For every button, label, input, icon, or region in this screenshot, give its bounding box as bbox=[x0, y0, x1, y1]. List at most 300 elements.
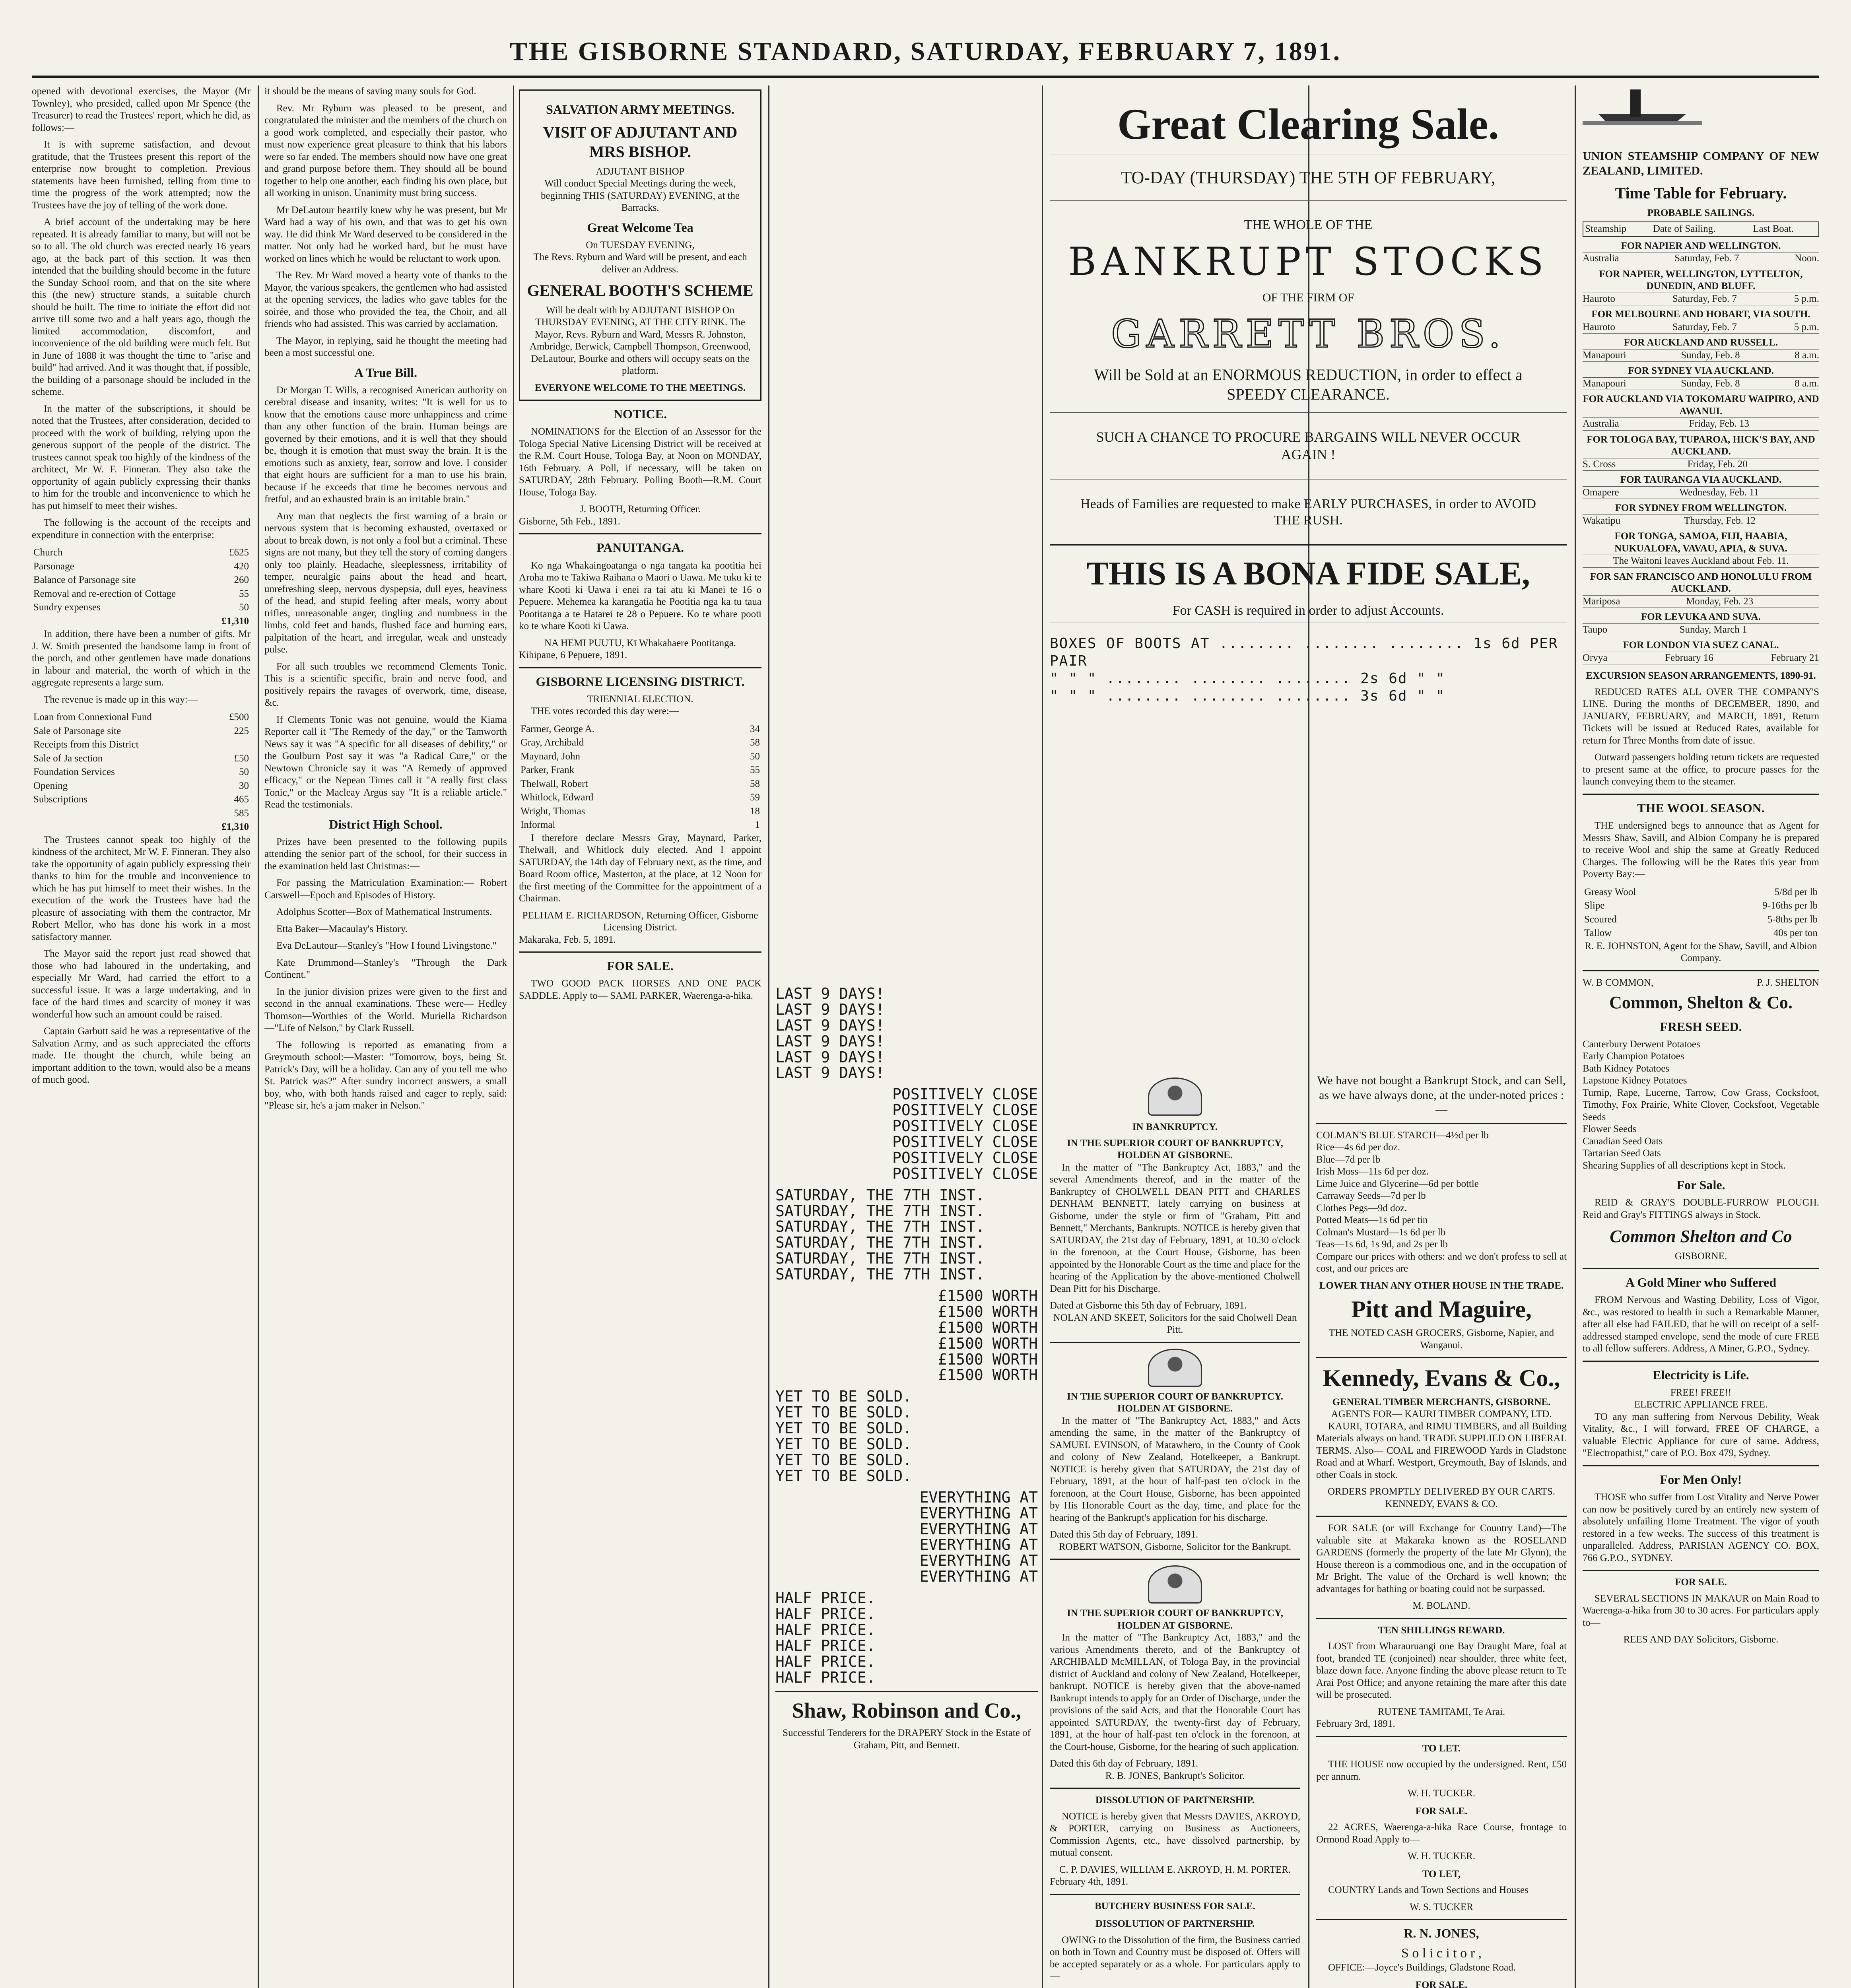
table-row bbox=[32, 601, 251, 615]
clearing-sale-ad bbox=[1050, 85, 1567, 1072]
dissolution-body: OWING to the Dissolution of the firm, the Business carried on both in Town and Country must be disposed of. Offers will be accepted separately or as a whole. For particulars apply to— bbox=[1050, 1934, 1300, 1982]
sailing-route bbox=[1583, 365, 1819, 390]
table-cell bbox=[32, 615, 213, 629]
district-school-heading: District High School. bbox=[329, 817, 443, 831]
table-cell: Thelwall, Robert bbox=[521, 778, 588, 789]
table-cell: 9-16ths per lb bbox=[1762, 900, 1818, 911]
route-destination: FOR SAN FRANCISCO AND HONOLULU FROM AUCKLAND. bbox=[1590, 571, 1812, 594]
yet-sold-line: YET TO BE SOLD. bbox=[775, 1435, 912, 1453]
steamship-icon bbox=[1583, 85, 1702, 145]
jones-sub: S o l i c i t o r , bbox=[1401, 1946, 1482, 1961]
coat-of-arms-icon bbox=[1148, 1349, 1202, 1387]
visit-heading: VISIT OF ADJUTANT AND MRS BISHOP. bbox=[543, 123, 738, 161]
article-paragraph: Prizes have been presented to the following pupils attending the senior part of the school, for their success in the examination held last Christmas:— bbox=[264, 836, 507, 872]
to-let-sign: W. H. TUCKER. bbox=[1407, 1788, 1476, 1799]
table-row bbox=[32, 615, 251, 629]
court-heading: IN THE SUPERIOR COURT OF BANKRUPTCY, HOLDEN AT GISBORNE. bbox=[1067, 1608, 1283, 1631]
bankrupt-stocks-banner: BANKRUPT STOCKS bbox=[1068, 239, 1548, 284]
route-destination: FOR LEVUKA AND SUVA. bbox=[1641, 612, 1761, 623]
route-date: Saturday, Feb. 7 bbox=[1672, 321, 1737, 332]
lower-text: LOWER THAN ANY OTHER HOUSE IN THE TRADE. bbox=[1319, 1280, 1564, 1291]
article-paragraph: The following is the account of the receipts and expenditure in connection with the enterprise: bbox=[32, 517, 251, 540]
table-cell: 50 bbox=[239, 602, 249, 613]
visit-body: Will conduct Special Meetings during the week, beginning THIS (SATURDAY) EVENING, at the Barracks. bbox=[541, 178, 740, 214]
seed-item: Early Champion Potatoes bbox=[1583, 1051, 1684, 1062]
bankruptcy-body: In the matter of "The Bankruptcy Act, 1883," and Acts amending the same, in the matter of the Bankruptcy of SAMUEL EVINSON, of Matawhero, in the County of Cook and colony of New Zealand, Hotelkeeper, a Bankrupt. NOTICE is hereby given that SATURDAY, the 21st day of February, 1891, at the hour of half-past ten o'clock in the forenoon, at the Court House, Gisborne, has been appointed by His Honorable Court as the day, time, and place for the hearing of the Bankrupt's application for his discharge. bbox=[1050, 1415, 1300, 1523]
notice-body: NOMINATIONS for the Election of an Assessor for the Tologa Special Native Licensing District will be received at the R.M. Court House, Tologa Bay, at Noon on MONDAY, 16th February. A Poll, if necessary, will be taken on SATURDAY, 28th February. Polling Booth—R.M. Court House, Tologa Bay. bbox=[519, 426, 761, 498]
route-ship: Hauroto bbox=[1583, 293, 1615, 304]
for-sale-body: REID & GRAY'S DOUBLE-FURROW PLOUGH. Reid and Gray's FITTINGS always in Stock. bbox=[1583, 1197, 1819, 1220]
divider bbox=[1050, 1342, 1300, 1343]
table-cell: Parsonage bbox=[33, 561, 74, 572]
yet-sold-line: YET TO BE SOLD. bbox=[775, 1467, 912, 1485]
column-2 bbox=[264, 85, 507, 1988]
route-boat: Noon. bbox=[1795, 253, 1819, 264]
kennedy-heading: Kennedy, Evans & Co., bbox=[1323, 1365, 1560, 1392]
excursion-body: REDUCED RATES ALL OVER THE COMPANY'S LINE. During the months of DECEMBER, 1890, and JANUARY, FEBRUARY, and MARCH, 1891, Return Tickets will be issued at Reduced Rates, available for return for Three Months from date of issue. bbox=[1583, 686, 1819, 746]
fresh-seed-heading: FRESH SEED. bbox=[1660, 1019, 1742, 1034]
column-rule bbox=[768, 85, 769, 1988]
table-row bbox=[519, 736, 761, 750]
divider bbox=[519, 951, 761, 953]
table-cell: 59 bbox=[750, 792, 760, 803]
divider bbox=[1583, 1570, 1819, 1571]
worth-line: £1500 WORTH bbox=[938, 1366, 1038, 1384]
route-ship: Omapere bbox=[1583, 487, 1619, 498]
kennedy-body: KAURI, TOTARA, and RIMU TIMBERS, and all Building Materials always on hand. TRADE SUPPLIED ON LIBERAL TERMS. Also— COAL and FIREWOOD Yards in Gladstone Road and at Wharf. Westport, Greymouth, Bay of Islands, and other Coals in stock. bbox=[1316, 1421, 1567, 1480]
table-row bbox=[519, 791, 761, 805]
article-paragraph: The Mayor, in replying, said he thought the meeting had been a most successful one. bbox=[264, 335, 507, 358]
electricity-body: TO any man suffering from Nervous Debility, Weak Vitality, &c., I will forward, FREE OF CHARGE, a valuable Electric Appliance for cure of same. Address, "Electropathist," care of P.O. Box 479, Sydney. bbox=[1583, 1411, 1819, 1459]
seed-item: Turnip, Rape, Lucerne, Tarrow, Cow Grass, Cocksfoot, Timothy, Fox Prairie, White Clover, Cocksfoot, Vegetable Seeds bbox=[1583, 1087, 1819, 1122]
men-only-body: THOSE who suffer from Lost Vitality and Nerve Power can now be positively cured by an entirely new system of absolutely unfailing Home Treatment. The vigor of youth restored in a few weeks. The success of this treatment is unparalleled. Address, PARISIAN AGENCY CO. BOX, 766 G.P.O., SYDNEY. bbox=[1583, 1492, 1819, 1563]
everything-line: EVERYTHING AT bbox=[919, 1536, 1038, 1554]
sailing-route bbox=[1583, 434, 1819, 471]
route-ship: Wakatipu bbox=[1583, 515, 1621, 526]
bankruptcy-date: Dated this 6th day of February, 1891. bbox=[1050, 1758, 1198, 1769]
table-cell: Subscriptions bbox=[33, 794, 88, 805]
column-3 bbox=[519, 85, 761, 1988]
no-bankrupt-intro: We have not bought a Bankrupt Stock, and can Sell, as we have always done, at the under-noted prices :— bbox=[1317, 1074, 1566, 1116]
expenditure-table bbox=[32, 546, 251, 628]
sailing-route bbox=[1583, 639, 1819, 664]
common-name: W. B COMMON, bbox=[1583, 977, 1654, 988]
timetable-heading: Time Table for February. bbox=[1615, 184, 1787, 202]
to-let-body: THE HOUSE now occupied by the undersigned. Rent, £50 per annum. bbox=[1316, 1759, 1567, 1782]
last-days-line: LAST 9 DAYS! bbox=[775, 1064, 885, 1082]
table-cell: Wright, Thomas bbox=[521, 806, 585, 817]
pitt-maguire-heading: Pitt and Maguire, bbox=[1351, 1296, 1532, 1323]
seed-list bbox=[1583, 1039, 1819, 1160]
divider bbox=[1316, 1736, 1567, 1737]
saturday-line: SATURDAY, THE 7TH INST. bbox=[775, 1266, 985, 1283]
route-destination: FOR TONGA, SAMOA, FIJI, HAABIA, NUKUALOFA, VAVAU, APIA, & SUVA. bbox=[1614, 531, 1787, 554]
table-cell: 30 bbox=[239, 780, 249, 791]
route-row bbox=[1583, 377, 1819, 390]
bankruptcy-body: In the matter of "The Bankruptcy Act, 1883," and the several Amendments thereof, and in the matter of the Bankruptcy of CHOLWELL DEAN PITT and CHARLES DENHAM BENNETT, lately carrying on business at Gisborne, under the style or firm of "Graham, Pitt and Bennett," Merchants, Bankrupts. NOTICE is hereby given that SATURDAY, the 21st day of February, 1891, at 10.30 o'clock in the forenoon, at the Court House, Gisborne, has been appointed by the Honorable Court as the time and place for the hearing of the Application by the above-mentioned Cholwell Dean Pitt for his Discharge. bbox=[1050, 1162, 1300, 1294]
route-ship: Hauroto bbox=[1583, 321, 1615, 332]
route-row bbox=[1583, 555, 1819, 568]
table-row bbox=[519, 805, 761, 819]
dissolution-heading: DISSOLUTION OF PARTNERSHIP. bbox=[1095, 1795, 1255, 1806]
table-row bbox=[1583, 222, 1819, 237]
licensing-body: I therefore declare Messrs Gray, Maynard, Parker, Thelwall, and Whitlock duly elected. And I appoint SATURDAY, the 14th day of February next, as the time, and Board Room office, Masterton, at the place, at 12 Noon for the first meeting of the Committee for the appointment of a Chairman. bbox=[519, 832, 761, 904]
column-6 bbox=[1316, 1074, 1567, 1988]
booth-foot: EVERYONE WELCOME TO THE MEETINGS. bbox=[534, 382, 746, 393]
table-row bbox=[32, 560, 251, 574]
table-cell: Gray, Archibald bbox=[521, 737, 584, 748]
kennedy-orders: ORDERS PROMPTLY DELIVERED BY OUR CARTS. bbox=[1328, 1486, 1555, 1497]
everything-line: EVERYTHING AT bbox=[919, 1568, 1038, 1586]
grocery-price-list bbox=[1316, 1130, 1567, 1251]
table-cell: 5/8d per lb bbox=[1774, 886, 1818, 897]
masthead: THE GISBORNE STANDARD, SATURDAY, FEBRUARY 7, 1891. bbox=[32, 28, 1819, 78]
half-price-line: HALF PRICE. bbox=[775, 1589, 876, 1607]
booth-body: Will be dealt with by ADJUTANT BISHOP On THURSDAY EVENING, AT THE CITY RINK. The Mayor, Revs. Ryburn and Ward, Messrs R. Johnston, Ambridge, Berwick, Campbell Thompson, Greenwood, DeLautour, Bourke and others will occupy seats on the platform. bbox=[529, 305, 751, 377]
notice-heading: NOTICE. bbox=[613, 407, 667, 421]
divider bbox=[1583, 970, 1819, 971]
price-item: Potted Meats—1s 6d per tin bbox=[1316, 1215, 1428, 1226]
table-row bbox=[32, 546, 251, 560]
article-paragraph: For passing the Matriculation Examination:— Robert Carswell—Epoch and Episodes of History. bbox=[264, 878, 507, 901]
table-cell: 55 bbox=[239, 588, 249, 599]
divider bbox=[519, 667, 761, 668]
half-price-line: HALF PRICE. bbox=[775, 1605, 876, 1623]
route-ship: Australia bbox=[1583, 418, 1619, 429]
divider bbox=[1050, 412, 1567, 413]
worth-line: £1500 WORTH bbox=[938, 1350, 1038, 1368]
divider bbox=[1316, 1357, 1567, 1358]
electricity-heading: Electricity is Life. bbox=[1653, 1367, 1749, 1382]
price-item: Blue—7d per lb bbox=[1316, 1154, 1381, 1165]
divider bbox=[1050, 544, 1567, 546]
saturday-line: SATURDAY, THE 7TH INST. bbox=[775, 1186, 985, 1204]
to-let-body: COUNTRY Lands and Town Sections and Houses bbox=[1328, 1885, 1529, 1896]
article-paragraph: Rev. Mr Ryburn was pleased to be present, and congratulated the minister and the members of the church on a good work completed, and especially their pastor, who must now experience great pleasure to think that his labors were so far ended. The members should now have one great and grand purpose before them. They should all be bound together to help one another, each finding his own place, but all working in unison. Unanimity must bring success. bbox=[264, 103, 507, 198]
boot-price-line: " " " ........ ........ ........ 3s 6d " " bbox=[1050, 688, 1445, 705]
true-bill-heading: A True Bill. bbox=[354, 365, 417, 380]
route-date: Saturday, Feb. 7 bbox=[1674, 253, 1739, 264]
boot-prices bbox=[1050, 635, 1567, 705]
saturday-line: SATURDAY, THE 7TH INST. bbox=[775, 1218, 985, 1236]
clearing-chance: SUCH A CHANCE TO PROCURE BARGAINS WILL NEVER OCCUR AGAIN ! bbox=[1096, 429, 1521, 462]
divider bbox=[1316, 1123, 1567, 1124]
for-sale-heading: FOR SALE. bbox=[1415, 1806, 1468, 1817]
route-row bbox=[1583, 321, 1819, 334]
price-item: Teas—1s 6d, 1s 9d, and 2s per lb bbox=[1316, 1239, 1448, 1250]
route-row bbox=[1583, 595, 1819, 608]
last-days-line: LAST 9 DAYS! bbox=[775, 1032, 885, 1050]
worth-line: £1500 WORTH bbox=[938, 1303, 1038, 1320]
kennedy-sign: KENNEDY, EVANS & CO. bbox=[1385, 1498, 1498, 1509]
table-cell: £50 bbox=[234, 753, 249, 764]
sailing-route bbox=[1583, 337, 1819, 362]
wool-heading: THE WOOL SEASON. bbox=[1637, 800, 1765, 815]
route-destination: FOR SYDNEY FROM WELLINGTON. bbox=[1615, 503, 1787, 514]
salvation-army-ad bbox=[519, 89, 761, 401]
court-heading: IN THE SUPERIOR COURT OF BANKRUPTCY, HOLDEN AT GISBORNE. bbox=[1067, 1138, 1283, 1161]
excursion-heading: EXCURSION SEASON ARRANGEMENTS, 1890-91. bbox=[1586, 670, 1816, 681]
table-cell: 58 bbox=[750, 778, 760, 789]
positively-close-line: POSITIVELY CLOSE bbox=[892, 1149, 1038, 1167]
clearing-sale-date: TO-DAY (THURSDAY) THE 5TH OF FEBRUARY, bbox=[1121, 168, 1496, 188]
licensing-sub: TRIENNIAL ELECTION. bbox=[587, 693, 693, 705]
licensing-heading: GISBORNE LICENSING DISTRICT. bbox=[536, 674, 745, 689]
table-cell: 50 bbox=[239, 767, 249, 777]
outward-body: Outward passengers holding return tickets are requested to present same at the office, to procure passes for the launch conveying them to the steamer. bbox=[1583, 752, 1819, 787]
table-header: Last Boat. bbox=[1753, 223, 1794, 235]
price-item: Rice—4s 6d per doz. bbox=[1316, 1142, 1400, 1153]
article-paragraph: Kate Drummond—Stanley's "Through the Dark Continent." bbox=[264, 957, 507, 980]
table-header: Steamship bbox=[1585, 223, 1627, 235]
divider bbox=[1583, 794, 1819, 795]
article-paragraph: In addition, there have been a number of gifts. Mr J. W. Smith presented the handsome lamp in front of the porch, and other gentlemen have made donations in labour and material, the worth of which in the aggregate represents a large sum. bbox=[32, 629, 251, 688]
reward-body: LOST from Wharauruangi one Bay Draught Mare, foal at foot, branded TE (conjoined) near shoulder, three white feet, blaze down face. Anyone finding the above please return to Te Arai Post Office; and anyone retaining the mare after this date will be prosecuted. bbox=[1316, 1641, 1567, 1701]
column-rule bbox=[1575, 85, 1576, 1988]
column-rule bbox=[513, 85, 514, 1988]
table-cell: Sundry expenses bbox=[33, 602, 101, 613]
roseland-sign: M. BOLAND. bbox=[1412, 1600, 1470, 1611]
panui-sign: NA HEMI PUUTU, Kī Whakahaere Pootitanga. bbox=[544, 637, 736, 648]
divider bbox=[1316, 1919, 1567, 1920]
butchery-heading: BUTCHERY BUSINESS FOR SALE. bbox=[1095, 1901, 1255, 1912]
article-paragraph: The Trustees cannot speak too highly of the kindness of the architect, Mr W. F. Finneran. They also take the opportunity of again publicly expressing their thanks to him for the trouble and inconvenience to which he has put himself to meet their wishes. In the execution of the work the Trustees have had the pleasure of associating with them the contractor, Mr Robert Mellor, who has done his work in a most satisfactory manner. bbox=[32, 834, 251, 942]
seed-item: Bath Kidney Potatoes bbox=[1583, 1063, 1670, 1074]
table-cell: Removal and re-erection of Cottage bbox=[33, 588, 176, 599]
table-row bbox=[519, 763, 761, 777]
route-ship: Orvya bbox=[1583, 652, 1608, 663]
divider bbox=[1050, 1788, 1300, 1789]
route-boat: 5 p.m. bbox=[1794, 293, 1819, 304]
gold-miner-heading: A Gold Miner who Suffered bbox=[1625, 1275, 1777, 1290]
seed-item: Tartarian Seed Oats bbox=[1583, 1148, 1661, 1159]
last-days-line: LAST 9 DAYS! bbox=[775, 986, 885, 1002]
everything-block bbox=[775, 1490, 1038, 1585]
divider bbox=[1316, 1516, 1567, 1517]
sailings-list bbox=[1583, 240, 1819, 665]
route-row bbox=[1583, 349, 1819, 362]
divider bbox=[519, 533, 761, 534]
to-let-sign: W. S. TUCKER bbox=[1410, 1901, 1473, 1912]
table-cell: 34 bbox=[750, 723, 760, 734]
route-destination: FOR NAPIER, WELLINGTON, LYTTELTON, DUNEDIN, AND BLUFF. bbox=[1599, 268, 1803, 292]
table-row bbox=[32, 724, 251, 738]
worth-line: £1500 WORTH bbox=[938, 1318, 1038, 1336]
kennedy-sub: GENERAL TIMBER MERCHANTS, GISBORNE. bbox=[1332, 1396, 1551, 1408]
sailing-route bbox=[1583, 611, 1819, 636]
table-cell: Sale of Ja section bbox=[33, 753, 103, 764]
table-cell: 55 bbox=[750, 765, 760, 776]
jones-body: OFFICE:—Joyce's Buildings, Gladstone Road. bbox=[1328, 1962, 1516, 1973]
boot-price-line: BOXES OF BOOTS AT ........ ........ ........ 1s 6d PER PAIR bbox=[1050, 635, 1558, 670]
jones-heading: R. N. JONES, bbox=[1404, 1926, 1479, 1941]
route-date: Saturday, Feb. 7 bbox=[1672, 293, 1737, 304]
route-ship: S. Cross bbox=[1583, 458, 1616, 470]
bankruptcy-date: Dated this 5th day of February, 1891. bbox=[1050, 1529, 1198, 1540]
common-shelton-heading: Common Shelton and Co bbox=[1610, 1227, 1792, 1246]
article-paragraph: If Clements Tonic was not genuine, would the Kiama Reporter call it "The Remedy of the day," or the Tamworth News say it was "A specific for all diseases of debility," or the Goulburn Post say it was "a Radical Cure," or the Newtown Chronicle say it was "A Remedy of approved efficacy," or the Nepean Times call it "A really first class Tonic," or the Macleay Argus say "It is a reliable article." Read the testimonials. bbox=[264, 714, 507, 810]
pack-horse-sale-body: TWO GOOD PACK HORSES AND ONE PACK SADDLE. Apply to— SAMI. PARKER, Waerenga-a-hika. bbox=[519, 978, 761, 1001]
divider bbox=[1583, 1361, 1819, 1362]
shearing-text: Shearing Supplies of all descriptions kept in Stock. bbox=[1583, 1160, 1786, 1171]
half-price-line: HALF PRICE. bbox=[775, 1621, 876, 1639]
column-7 bbox=[1583, 85, 1819, 1988]
table-row bbox=[32, 765, 251, 779]
dissolution-body: NOTICE is hereby given that Messrs DAVIES, AKROYD, & PORTER, carrying on Business as Auctioneers, Commission Agents, etc., have dissolved partnership, by mutual consent. bbox=[1050, 1811, 1300, 1858]
table-row bbox=[1583, 913, 1819, 927]
shaw-robinson-body: Successful Tenderers for the DRAPERY Stock in the Estate of Graham, Pitt, and Bennett. bbox=[783, 1728, 1031, 1751]
yet-sold-block bbox=[775, 1389, 1038, 1484]
licensing-intro: THE votes recorded this day were:— bbox=[531, 706, 679, 717]
table-cell: 260 bbox=[234, 575, 249, 585]
table-cell: Receipts from this District bbox=[33, 739, 139, 750]
clearing-whole: THE WHOLE OF THE bbox=[1244, 217, 1373, 232]
clearing-reduction: Will be Sold at an ENORMOUS REDUCTION, in order to effect a SPEEDY CLEARANCE. bbox=[1094, 366, 1523, 403]
half-price-line: HALF PRICE. bbox=[775, 1637, 876, 1654]
positively-close-line: POSITIVELY CLOSE bbox=[892, 1117, 1038, 1135]
table-row bbox=[519, 777, 761, 791]
men-only-heading: For Men Only! bbox=[1660, 1472, 1742, 1487]
seed-item: Canadian Seed Oats bbox=[1583, 1136, 1663, 1147]
route-date: Sunday, March 1 bbox=[1679, 624, 1747, 635]
to-let-heading: TO LET, bbox=[1422, 1868, 1461, 1879]
route-boat: 5 p.m. bbox=[1794, 321, 1819, 332]
pitt-maguire-sub: THE NOTED CASH GROCERS, Gisborne, Napier, and Wanganui. bbox=[1329, 1328, 1554, 1351]
worth-line: £1500 WORTH bbox=[938, 1334, 1038, 1352]
pack-horse-sale-heading: FOR SALE. bbox=[607, 959, 674, 973]
welcome-body: The Revs. Ryburn and Ward will be present, and each deliver an Address. bbox=[533, 252, 747, 275]
panui-body: Ko nga Whakaingoatanga o nga tangata ka pootitia hei Aroha mo te Takiwa Raihana o Maori o Uawa. Me tuku ki te whare Kooti ki Uawa i enei ra tai atu ki Manei te 16 o Pepuere. Mehemea ka karangatia he Pootitia nga ka tu taua Pootitanga a te Hatarei te 28 o Pepuere. Ko te whare pooti ko te whare Kooti ki Uawa. bbox=[519, 560, 761, 632]
salvation-heading: SALVATION ARMY MEETINGS. bbox=[546, 102, 734, 116]
seed-item: Canterbury Derwent Potatoes bbox=[1583, 1039, 1700, 1050]
saturday-block bbox=[775, 1188, 1038, 1283]
table-cell bbox=[207, 738, 251, 752]
revenue-table bbox=[32, 711, 251, 834]
route-destination: FOR LONDON VIA SUEZ CANAL. bbox=[1623, 640, 1779, 651]
for-sale-heading: FOR SALE. bbox=[1415, 1980, 1468, 1988]
table-cell: Greasy Wool bbox=[1584, 886, 1636, 897]
article-paragraph: A brief account of the undertaking may be here repeated. It is already familiar to many, but will not be so to all. The old church was erected nearly 16 years ago, at the back part of this section. It was then intended that the building should become in the future the Sunday School room, and that on the site where this (the new) structure stands, a suitable church should be built. The time to initiate the effort did not arrive till some two and a half years ago, though the limited accommodation, discomfort, and inconvenience of the old building were much felt. But in June of 1888 it was thought the time to "arise and build" had arrived. And it was thought that, if possible, the building of a parsonage should be included in the scheme. bbox=[32, 217, 251, 397]
for-sale-body: SEVERAL SECTIONS IN MAKAUR on Main Road to Waerenga-a-hika from 30 to 30 acres. For particulars apply to— bbox=[1583, 1593, 1819, 1628]
route-destination: FOR AUCKLAND AND RUSSELL. bbox=[1624, 337, 1778, 348]
wool-body: THE undersigned begs to announce that as Agent for Messrs Shaw, Savill, and Albion Company he is prepared to receive Wool and ship the same at Greatly Reduced Charges. The following will be the Rates this year from Poverty Bay:— bbox=[1583, 820, 1819, 880]
yet-sold-line: YET TO BE SOLD. bbox=[775, 1388, 912, 1406]
welcome-heading: Great Welcome Tea bbox=[587, 220, 693, 235]
route-row bbox=[1583, 252, 1819, 265]
half-price-line: HALF PRICE. bbox=[775, 1668, 876, 1686]
route-date: The Waitoni leaves Auckland about Feb. 11. bbox=[1613, 555, 1789, 567]
common-names bbox=[1583, 977, 1819, 989]
wool-rates-table bbox=[1583, 885, 1819, 940]
table-cell: Balance of Parsonage site bbox=[33, 575, 136, 585]
panui-date: Kihipane, 6 Pepuere, 1891. bbox=[519, 650, 627, 661]
bankruptcy-body: In the matter of "The Bankruptcy Act, 1883," and the various Amendments thereto, and of the Bankruptcy of ARCHIBALD McMILLAN, of Tologa Bay, in the provincial district of Auckland and colony of New Zealand, Hotelkeeper, bankrupt. NOTICE is hereby given that the above-named Bankrupt intends to apply for an Order of Discharge, under the provisions of the said Acts, and that the Honorable Court has appointed SATURDAY, the twenty-first day of February, 1891, at the hour of half-past ten o'clock in the forenoon, at the Court-house, Gisborne, for the hearing of such application. bbox=[1050, 1632, 1300, 1752]
common-shelton-heading: Common, Shelton & Co. bbox=[1609, 993, 1793, 1013]
route-date: Sunday, Feb. 8 bbox=[1681, 378, 1740, 389]
bankruptcy-heading: IN BANKRUPTCY. bbox=[1132, 1122, 1218, 1132]
article-paragraph: For all such troubles we recommend Clements Tonic. This is a scientific specific, brain and nerve food, and positively repairs the ravages of overwork, time, disease, &c. bbox=[264, 661, 507, 709]
reward-heading: TEN SHILLINGS REWARD. bbox=[1378, 1625, 1505, 1636]
yet-sold-line: YET TO BE SOLD. bbox=[775, 1451, 912, 1469]
article-paragraph: The following is reported as emanating from a Greymouth school:—Master: "Tomorrow, boys, being St. Patrick's Day, will be a holiday. Can any of you tell me who St. Patrick was?" After sundry incorrect answers, a small boy, who, with both hands raised and eager to reply, said: "Please sir, he's a jam maker in Nelson." bbox=[264, 1039, 507, 1111]
notice-date: Gisborne, 5th Feb., 1891. bbox=[519, 516, 620, 527]
half-price-block bbox=[775, 1590, 1038, 1685]
gold-miner-body: FROM Nervous and Wasting Debility, Loss of Vigor, &c., was restored to health in such a Remarkable Manner, after all else had FAILED, that he will on receipt of a self-addressed stamped envelope, send the mode of cure FREE to all fellow sufferers. Address, A Miner, G.P.O., Sydney. bbox=[1583, 1295, 1819, 1354]
article-paragraph: Any man that neglects the first warning of a brain or nervous system that is becoming exhausted, overtaxed or about to break down, is not only a fool but a criminal. These signs are not many, but they tell the story of coming dangers only too plainly. Headache, sleeplessness, irritability of temper, neuralgic pains about the head and heart, unrefreshing sleep, nervous dyspepsia, dull eyes, heaviness of the head, and stupid feeling after meals, worry about trifles, unreasonable anger, tingling and numbness in the limbs, cold feet and hands, flushed face and burning ears, palpitation of the heart, and irregular, weak and unsteady pulse. bbox=[264, 511, 507, 655]
table-cell: £500 bbox=[229, 712, 249, 722]
divider bbox=[1050, 200, 1567, 201]
booth-heading: GENERAL BOOTH'S SCHEME bbox=[527, 282, 754, 300]
welcome-sub: On TUESDAY EVENING, bbox=[586, 239, 695, 250]
divider bbox=[1050, 1894, 1300, 1895]
table-cell: 1 bbox=[755, 819, 760, 831]
price-item: Carraway Seeds—7d per lb bbox=[1316, 1190, 1426, 1202]
article-paragraph: Mr DeLautour heartily knew why he was present, but Mr Ward had a way of his own, and that was to get his own way. He did think Mr Ward deserved to be considered in the matter. Not only had he worked hard, but he must have worked on lines which he would be reluctant to work upon. bbox=[264, 204, 507, 264]
route-row bbox=[1583, 486, 1819, 499]
sailing-route bbox=[1583, 309, 1819, 334]
table-cell: Informal bbox=[521, 819, 555, 831]
route-boat: 8 a.m. bbox=[1795, 349, 1819, 361]
route-destination: FOR AUCKLAND VIA TOKOMARU WAIPIRO, AND AWANUI. bbox=[1583, 394, 1819, 417]
saturday-line: SATURDAY, THE 7TH INST. bbox=[775, 1234, 985, 1252]
table-cell: Tallow bbox=[1584, 928, 1612, 939]
table-row bbox=[32, 779, 251, 793]
route-row bbox=[1583, 417, 1819, 431]
table-cell: 18 bbox=[750, 806, 760, 817]
for-sale-sign: REES AND DAY Solicitors, Gisborne. bbox=[1623, 1634, 1779, 1645]
everything-line: EVERYTHING AT bbox=[919, 1504, 1038, 1522]
route-ship: Mariposa bbox=[1583, 596, 1620, 607]
column-5 bbox=[1050, 1074, 1300, 1988]
article-paragraph: it should be the means of saving many souls for God. bbox=[264, 86, 476, 97]
divider bbox=[1583, 1465, 1819, 1466]
table-cell: Slipe bbox=[1584, 900, 1605, 911]
clearing-firm: OF THE FIRM OF bbox=[1262, 291, 1354, 305]
coat-of-arms-icon bbox=[1148, 1565, 1202, 1604]
sailings-header bbox=[1583, 221, 1819, 237]
price-item: Colman's Mustard—1s 6d per lb bbox=[1316, 1227, 1446, 1238]
table-row bbox=[519, 750, 761, 764]
column-4 bbox=[775, 986, 1038, 1988]
article-paragraph: opened with devotional exercises, the Mayor (Mr Townley), who presided, called upon Mr Spence (the Treasurer) to read the Trustees' report, which he did, as follows:— bbox=[32, 86, 251, 133]
route-ship: Manapouri bbox=[1583, 378, 1626, 389]
table-row bbox=[1583, 885, 1819, 899]
column-rule bbox=[1042, 85, 1043, 1988]
court-heading: IN THE SUPERIOR COURT OF BANKRUPTCY. HOLDEN AT GISBORNE. bbox=[1067, 1391, 1283, 1414]
table-cell: Parker, Frank bbox=[521, 765, 575, 776]
route-date: Wednesday, Feb. 11 bbox=[1679, 487, 1759, 498]
licensing-date: Makaraka, Feb. 5, 1891. bbox=[519, 934, 616, 945]
table-cell: Loan from Connexional Fund bbox=[33, 712, 152, 722]
for-sale-heading: For Sale. bbox=[1676, 1178, 1725, 1192]
article-paragraph: The revenue is made up in this way:— bbox=[44, 694, 198, 705]
route-row bbox=[1583, 514, 1819, 528]
dissolution-date: February 4th, 1891. bbox=[1050, 1876, 1128, 1887]
article-paragraph: It is with supreme satisfaction, and devout gratitude, that the Trustees present this report of the enterprise now brought to completion. Previous statements have been furnished, telling from time to time the progress of the work attempted; now the Trustees have the joy of telling of the work done. bbox=[32, 139, 251, 211]
route-date: Thursday, Feb. 12 bbox=[1684, 515, 1756, 526]
table-row bbox=[32, 711, 251, 724]
route-destination: FOR MELBOURNE AND HOBART, VIA SOUTH. bbox=[1591, 309, 1810, 320]
bankruptcy-date: Dated at Gisborne this 5th day of February, 1891. bbox=[1050, 1300, 1247, 1311]
table-cell: 420 bbox=[234, 561, 249, 572]
visit-sub: ADJUTANT BISHOP bbox=[596, 166, 685, 177]
clearing-sale-title: Great Clearing Sale. bbox=[1117, 100, 1499, 148]
sailing-route bbox=[1583, 393, 1819, 431]
table-row bbox=[32, 793, 251, 807]
clearing-heads: Heads of Families are requested to make EARLY PURCHASES, in order to AVOID THE RUSH. bbox=[1080, 496, 1536, 528]
table-row bbox=[32, 820, 251, 834]
sailing-route bbox=[1583, 571, 1819, 608]
